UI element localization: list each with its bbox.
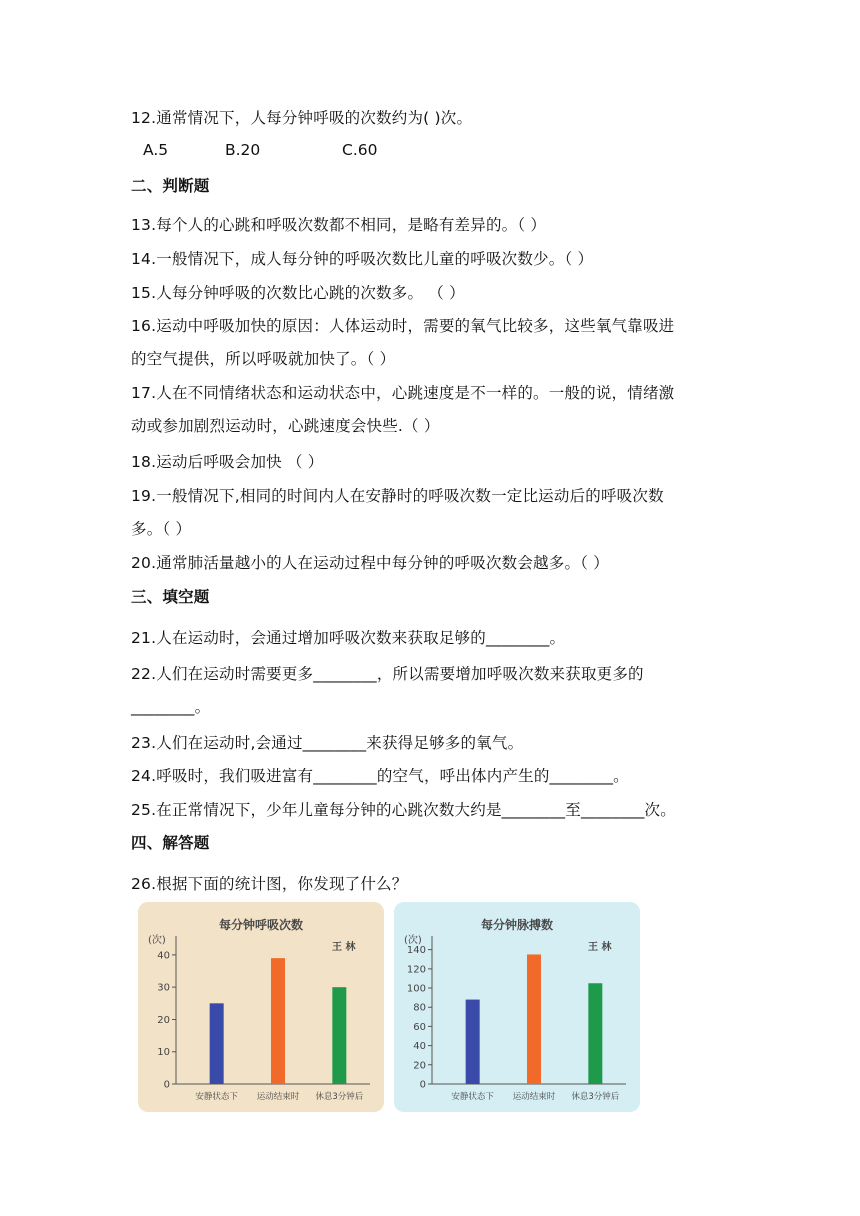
breathing-chart-ytick-label: 20 <box>157 1014 170 1026</box>
pulse-chart-title: 每分钟脉搏数 <box>480 918 554 932</box>
pulse-chart-category-label: 安静状态下 <box>451 1092 494 1102</box>
question-18: 18.运动后呼吸会加快 （ ） <box>131 453 324 471</box>
pulse-chart-ytick-label: 100 <box>406 983 426 995</box>
pulse-chart-ytick-label: 120 <box>406 964 426 976</box>
pulse-chart-bar <box>466 1000 480 1084</box>
question-24: 24.呼吸时，我们吸进富有________的空气，呼出体内产生的________。 <box>131 767 629 785</box>
pulse-chart-ylabel: (次) <box>404 935 422 946</box>
question-12: 12.通常情况下，人每分钟呼吸的次数约为( )次。 <box>131 109 473 127</box>
section-fill-heading: 三、填空题 <box>131 588 210 606</box>
question-22-line2: ________。 <box>131 698 211 716</box>
breathing-chart-title: 每分钟呼吸次数 <box>218 918 304 932</box>
question-17-line2: 动或参加剧烈运动时，心跳速度会快些.（ ） <box>131 417 440 435</box>
question-21: 21.人在运动时，会通过增加呼吸次数来获取足够的________。 <box>131 629 566 647</box>
breathing-chart-category-label: 休息3分钟后 <box>315 1092 364 1102</box>
pulse-chart-category-label: 休息3分钟后 <box>571 1092 620 1102</box>
breathing-chart-ytick-label: 30 <box>157 982 170 994</box>
question-17-line1: 17.人在不同情绪状态和运动状态中，心跳速度是不一样的。一般的说，情绪激 <box>131 384 675 402</box>
pulse-chart-name-label: 王 林 <box>588 942 612 953</box>
question-22-line1: 22.人们在运动时需要更多________，所以需要增加呼吸次数来获取更多的 <box>131 665 644 683</box>
question-20: 20.通常肺活量越小的人在运动过程中每分钟的呼吸次数会越多。（ ） <box>131 554 609 572</box>
question-19-line2: 多。（ ） <box>131 520 192 538</box>
pulse-chart-bar <box>588 983 602 1084</box>
breathing-chart-ytick-label: 0 <box>163 1079 170 1091</box>
question-23: 23.人们在运动时,会通过________来获得足够多的氧气。 <box>131 734 524 752</box>
option-b: B.20 <box>225 141 261 159</box>
option-c: C.60 <box>342 141 378 159</box>
breathing-chart-ylabel: (次) <box>148 935 166 946</box>
question-16-line2: 的空气提供，所以呼吸就加快了。（ ） <box>131 350 396 368</box>
pulse-chart-ytick-label: 140 <box>406 945 426 957</box>
question-14: 14.一般情况下，成人每分钟的呼吸次数比儿童的呼吸次数少。（ ） <box>131 250 594 268</box>
pulse-chart-bar <box>527 954 541 1084</box>
question-15: 15.人每分钟呼吸的次数比心跳的次数多。 （ ） <box>131 284 465 302</box>
pulse-chart-ytick-label: 40 <box>413 1041 426 1053</box>
breathing-chart-ytick-label: 10 <box>157 1047 170 1059</box>
section-judgement-heading: 二、判断题 <box>131 177 210 195</box>
breathing-chart-category-label: 运动结束时 <box>256 1092 300 1102</box>
pulse-chart-ytick-label: 0 <box>419 1079 426 1091</box>
breathing-chart-bar <box>332 987 346 1084</box>
question-26: 26.根据下面的统计图，你发现了什么？ <box>131 875 408 893</box>
breathing-chart-bar <box>210 1003 224 1084</box>
breathing-chart-bar <box>271 958 285 1084</box>
breathing-chart-ytick-label: 40 <box>157 950 170 962</box>
question-16-line1: 16.运动中呼吸加快的原因：人体运动时，需要的氧气比较多，这些氧气靠吸进 <box>131 317 675 335</box>
pulse-chart-ytick-label: 20 <box>413 1060 426 1072</box>
pulse-rate-chart <box>394 902 640 1112</box>
pulse-chart-ytick-label: 80 <box>413 1002 426 1014</box>
pulse-rate-chart-svg <box>394 902 640 1112</box>
breathing-chart-name-label: 王 林 <box>332 942 356 953</box>
breathing-rate-chart <box>138 902 384 1112</box>
pulse-chart-category-label: 运动结束时 <box>512 1092 556 1102</box>
question-13: 13.每个人的心跳和呼吸次数都不相同，是略有差异的。（ ） <box>131 216 547 234</box>
breathing-rate-chart-svg <box>138 902 384 1112</box>
question-19-line1: 19.一般情况下,相同的时间内人在安静时的呼吸次数一定比运动后的呼吸次数 <box>131 487 664 505</box>
question-25: 25.在正常情况下，少年儿童每分钟的心跳次数大约是________至________次。 <box>131 801 676 819</box>
breathing-chart-category-label: 安静状态下 <box>195 1092 238 1102</box>
section-answer-heading: 四、解答题 <box>131 834 210 852</box>
option-a: A.5 <box>143 141 169 159</box>
pulse-chart-ytick-label: 60 <box>413 1021 426 1033</box>
